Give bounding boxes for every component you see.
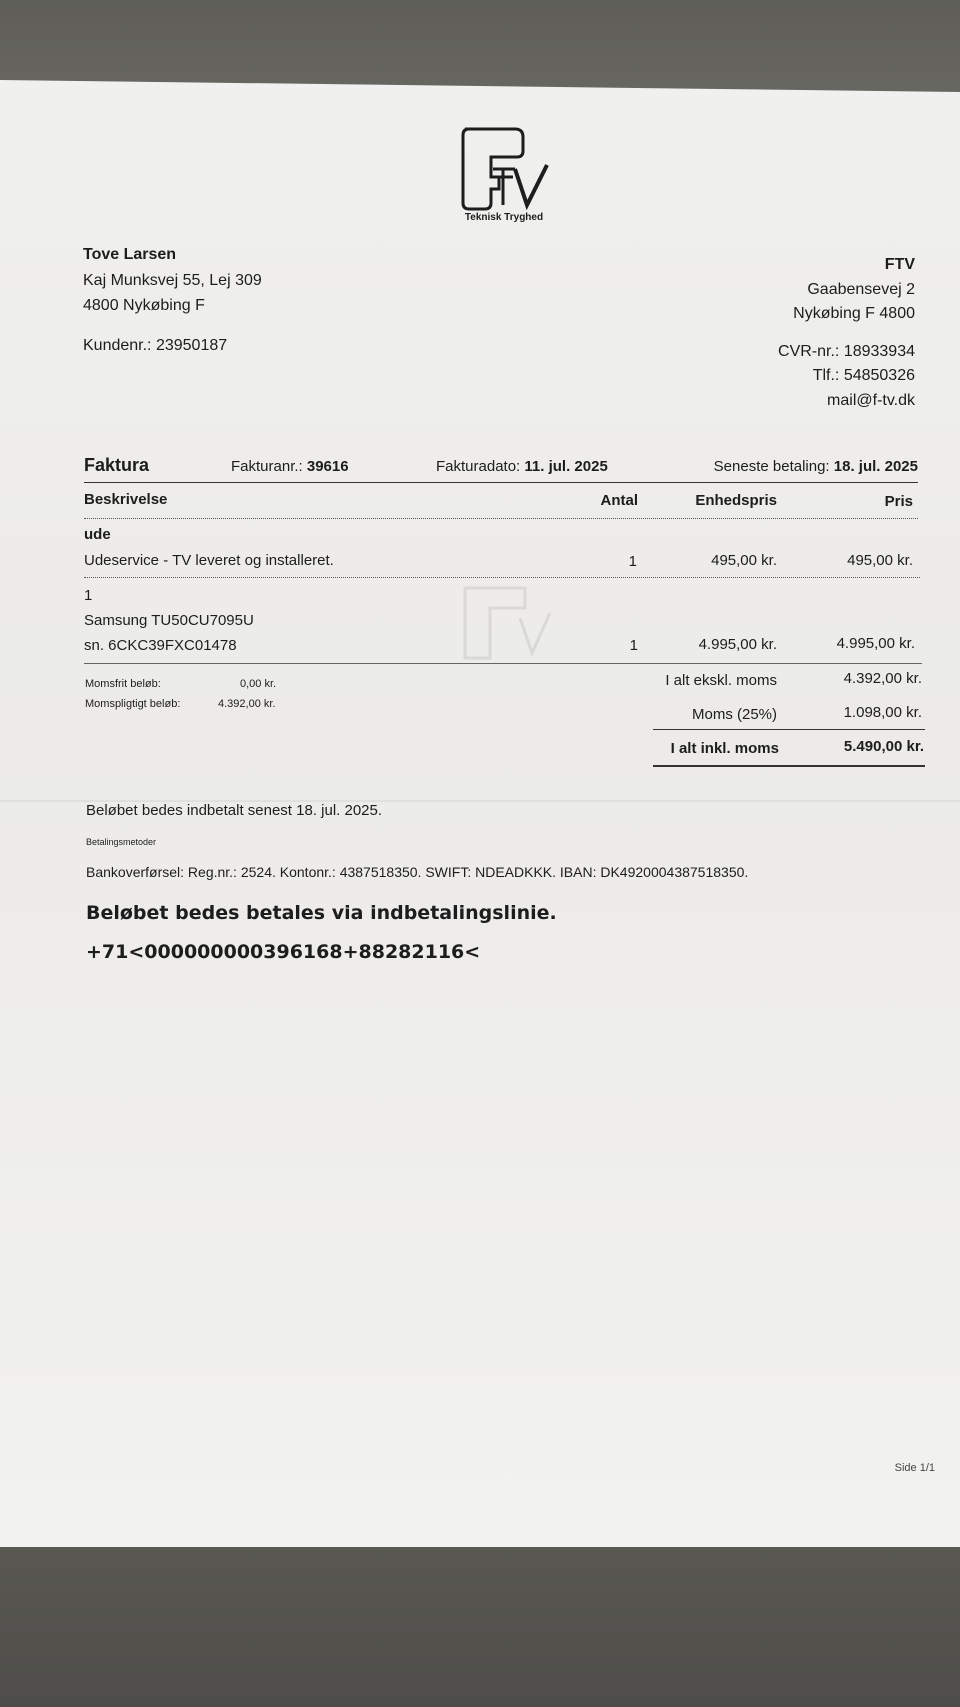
- totals-double-rule: [653, 765, 925, 767]
- company-email: mail@f-tv.dk: [827, 392, 915, 409]
- customer-name: Tove Larsen: [83, 246, 177, 263]
- col-qty: Antal: [600, 492, 638, 509]
- payment-methods-label: Betalingsmetoder: [86, 837, 157, 847]
- invoice-number-label: Fakturanr.:: [231, 458, 303, 475]
- ftv-logo: [455, 125, 555, 225]
- customer-city: 4800 Nykøbing F: [83, 297, 205, 314]
- row2-qty: 1: [629, 637, 638, 654]
- vat-label: Moms (25%): [691, 706, 777, 723]
- customer-street: Kaj Munksvej 55, Lej 309: [83, 272, 262, 289]
- vat-free-value: 0,00 kr.: [240, 678, 277, 690]
- row2-unit-price: 4.995,00 kr.: [698, 636, 777, 653]
- invoice-date-value: 11. jul. 2025: [524, 458, 608, 475]
- table-surface-bottom: [0, 1530, 960, 1707]
- row-divider: [84, 577, 920, 578]
- row2-serial: sn. 6CKC39FXC01478: [84, 637, 237, 654]
- col-unit-price: Enhedspris: [695, 492, 777, 509]
- totals-rule: [653, 729, 925, 730]
- invoice-due: [714, 458, 918, 475]
- customer-number: Kundenr.: 23950187: [83, 337, 228, 354]
- col-description: Beskrivelse: [84, 491, 168, 508]
- invoice-date-label: Fakturadato:: [436, 458, 521, 475]
- total-incl-value: 5.490,00 kr.: [843, 738, 924, 755]
- row1-unit-price: 495,00 kr.: [711, 552, 777, 569]
- bank-transfer-text: Bankoverførsel: Reg.nr.: 2524. Kontonr.: 4387518350. SWIFT: NDEADKKK. IBAN: DK4920004387518350.: [86, 864, 749, 880]
- company-phone: Tlf.: 54850326: [812, 367, 915, 384]
- column-header-rule: [84, 518, 918, 519]
- vat-free-label: Momsfrit beløb:: [85, 678, 161, 690]
- total-excl-label: I alt ekskl. moms: [665, 672, 777, 689]
- row2-description: Samsung TU50CU7095U: [84, 612, 254, 629]
- invoice-date: [436, 458, 608, 475]
- vat-liable-value: 4.392,00 kr.: [218, 698, 276, 710]
- header-rule: [84, 482, 918, 483]
- row1-price: 495,00 kr.: [847, 552, 913, 569]
- row2-price: 4.995,00 kr.: [836, 635, 915, 652]
- ftv-watermark: [460, 583, 560, 663]
- col-price: Pris: [884, 493, 913, 510]
- row1-qty: 1: [628, 553, 637, 570]
- total-excl-value: 4.392,00 kr.: [843, 670, 922, 687]
- invoice-due-label: Seneste betaling:: [713, 458, 830, 475]
- company-name: FTV: [884, 256, 915, 273]
- payment-line-heading: Beløbet bedes betales via indbetalingslinie.: [86, 902, 557, 924]
- invoice-title: Faktura: [84, 455, 150, 475]
- page-number: Side 1/1: [894, 1462, 935, 1474]
- vat-liable-label: Momspligtigt beløb:: [85, 698, 181, 710]
- total-incl-label: I alt inkl. moms: [670, 740, 779, 757]
- invoice-number: [231, 458, 349, 475]
- company-cvr: CVR-nr.: 18933934: [778, 343, 915, 360]
- vat-value: 1.098,00 kr.: [843, 704, 922, 721]
- table-end-rule: [84, 663, 922, 664]
- invoice-due-value: 18. jul. 2025: [833, 458, 918, 475]
- row1-description: Udeservice - TV leveret og installeret.: [84, 552, 334, 569]
- row2-code: 1: [84, 587, 93, 604]
- logo-caption: Teknisk Tryghed: [464, 212, 544, 223]
- payment-due-text: Beløbet bedes indbetalt senest 18. jul. 2025.: [86, 802, 383, 819]
- invoice-number-value: 39616: [306, 458, 349, 475]
- company-city: Nykøbing F 4800: [793, 305, 915, 322]
- payment-line: +71<000000000396168+88282116<: [86, 941, 481, 963]
- company-street: Gaabensevej 2: [807, 281, 915, 298]
- row1-code: ude: [84, 526, 111, 543]
